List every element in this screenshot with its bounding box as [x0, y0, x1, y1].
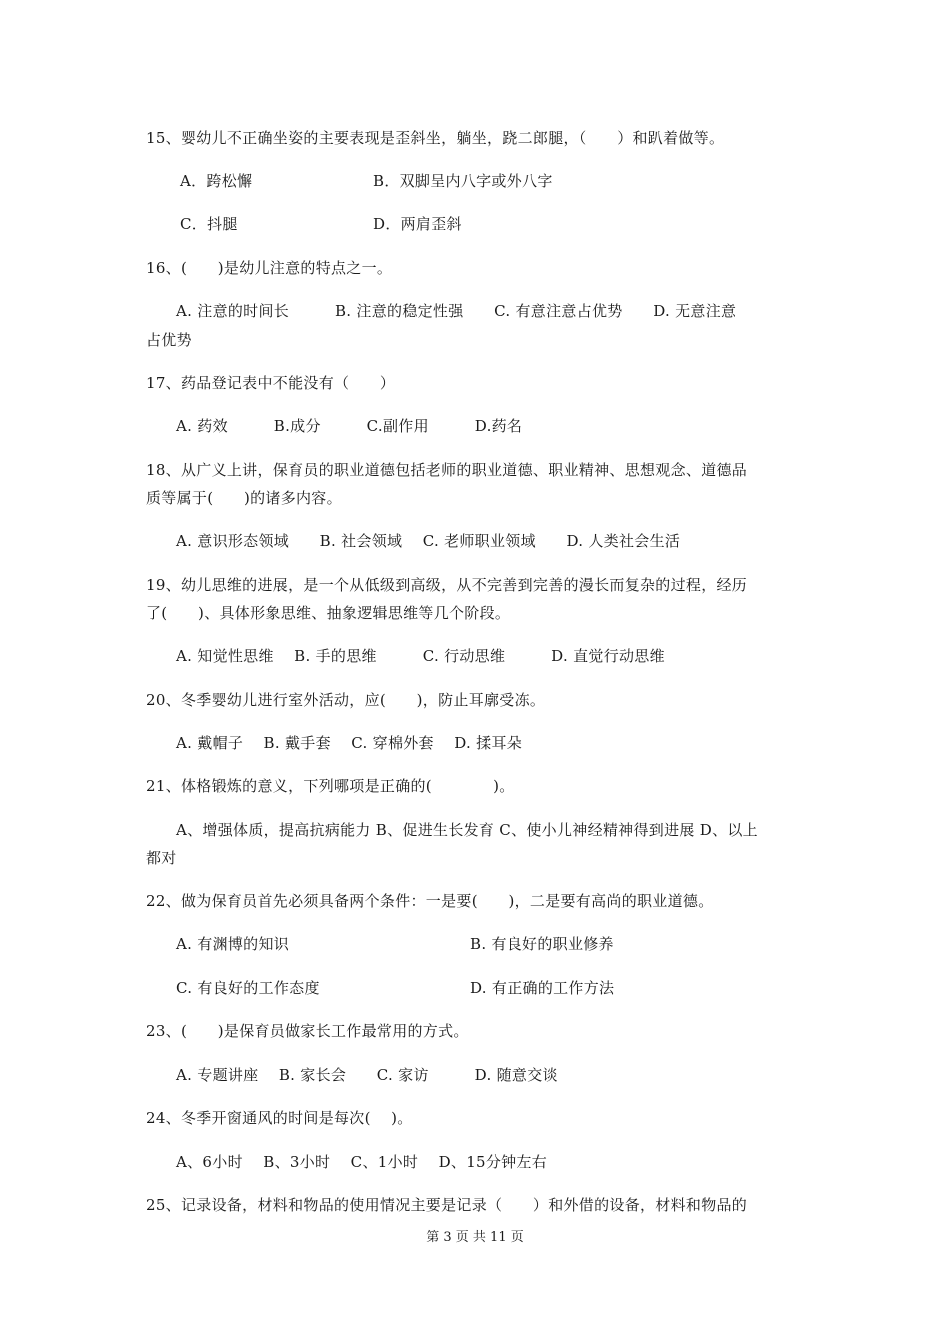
question-18-options: A. 意识形态领域 B. 社会领域 C. 老师职业领域 D. 人类社会生活: [176, 532, 681, 550]
question-24-stem: 24、冬季开窗通风的时间是每次( )。: [146, 1109, 413, 1127]
question-19-stem-continued: 了( )、具体形象思维、抽象逻辑思维等几个阶段。: [146, 604, 511, 622]
question-15-option-c: C．抖腿: [180, 215, 238, 233]
question-20-options: A. 戴帽子 B. 戴手套 C. 穿棉外套 D. 揉耳朵: [176, 734, 523, 752]
question-16-options: A. 注意的时间长 B. 注意的稳定性强 C. 有意注意占优势 D. 无意注意: [176, 302, 737, 320]
question-20-stem: 20、冬季婴幼儿进行室外活动，应( )，防止耳廓受冻。: [146, 691, 546, 709]
question-25-stem: 25、记录设备，材料和物品的使用情况主要是记录（ ）和外借的设备，材料和物品的: [146, 1196, 748, 1214]
question-18-stem-continued: 质等属于( )的诸多内容。: [146, 489, 342, 507]
question-23-options: A. 专题讲座 B. 家长会 C. 家访 D. 随意交谈: [176, 1066, 558, 1084]
question-15-option-a: A．跨松懈: [180, 172, 253, 190]
question-17-stem: 17、药品登记表中不能没有（ ）: [146, 374, 396, 392]
question-16-options-continued: 占优势: [146, 331, 192, 349]
question-17-options: A. 药效 B.成分 C.副作用 D.药名: [176, 417, 523, 435]
question-19-stem: 19、幼儿思维的进展，是一个从低级到高级，从不完善到完善的漫长而复杂的过程，经历: [146, 576, 748, 594]
question-22-stem: 22、做为保育员首先必须具备两个条件：一是要( )，二是要有高尚的职业道德。: [146, 892, 714, 910]
question-21-stem: 21、体格锻炼的意义，下列哪项是正确的( )。: [146, 777, 515, 795]
question-15-option-b: B．双脚呈内八字或外八字: [373, 172, 553, 190]
question-19-options: A. 知觉性思维 B. 手的思维 C. 行动思维 D. 直觉行动思维: [176, 647, 665, 665]
question-16-stem: 16、( )是幼儿注意的特点之一。: [146, 259, 393, 277]
question-22-option-b: B. 有良好的职业修养: [470, 935, 614, 953]
question-21-options: A、增强体质，提高抗病能力 B、促进生长发育 C、使小儿神经精神得到进展 D、以上: [176, 821, 758, 839]
question-24-options: A、6小时 B、3小时 C、1小时 D、15分钟左右: [176, 1153, 548, 1171]
question-22-option-c: C. 有良好的工作态度: [176, 979, 320, 997]
question-15-stem: 15、婴幼儿不正确坐姿的主要表现是歪斜坐，躺坐，跷二郎腿，（ ）和趴着做等。: [146, 129, 725, 147]
question-18-stem: 18、从广义上讲，保育员的职业道德包括老师的职业道德、职业精神、思想观念、道德品: [146, 461, 748, 479]
question-21-options-continued: 都对: [146, 849, 177, 867]
page-footer: 第 3 页 共 11 页: [426, 1230, 524, 1245]
question-22-option-a: A. 有渊博的知识: [176, 935, 290, 953]
question-15-option-d: D．两肩歪斜: [373, 215, 462, 233]
question-23-stem: 23、( )是保育员做家长工作最常用的方式。: [146, 1022, 469, 1040]
question-22-option-d: D. 有正确的工作方法: [470, 979, 615, 997]
